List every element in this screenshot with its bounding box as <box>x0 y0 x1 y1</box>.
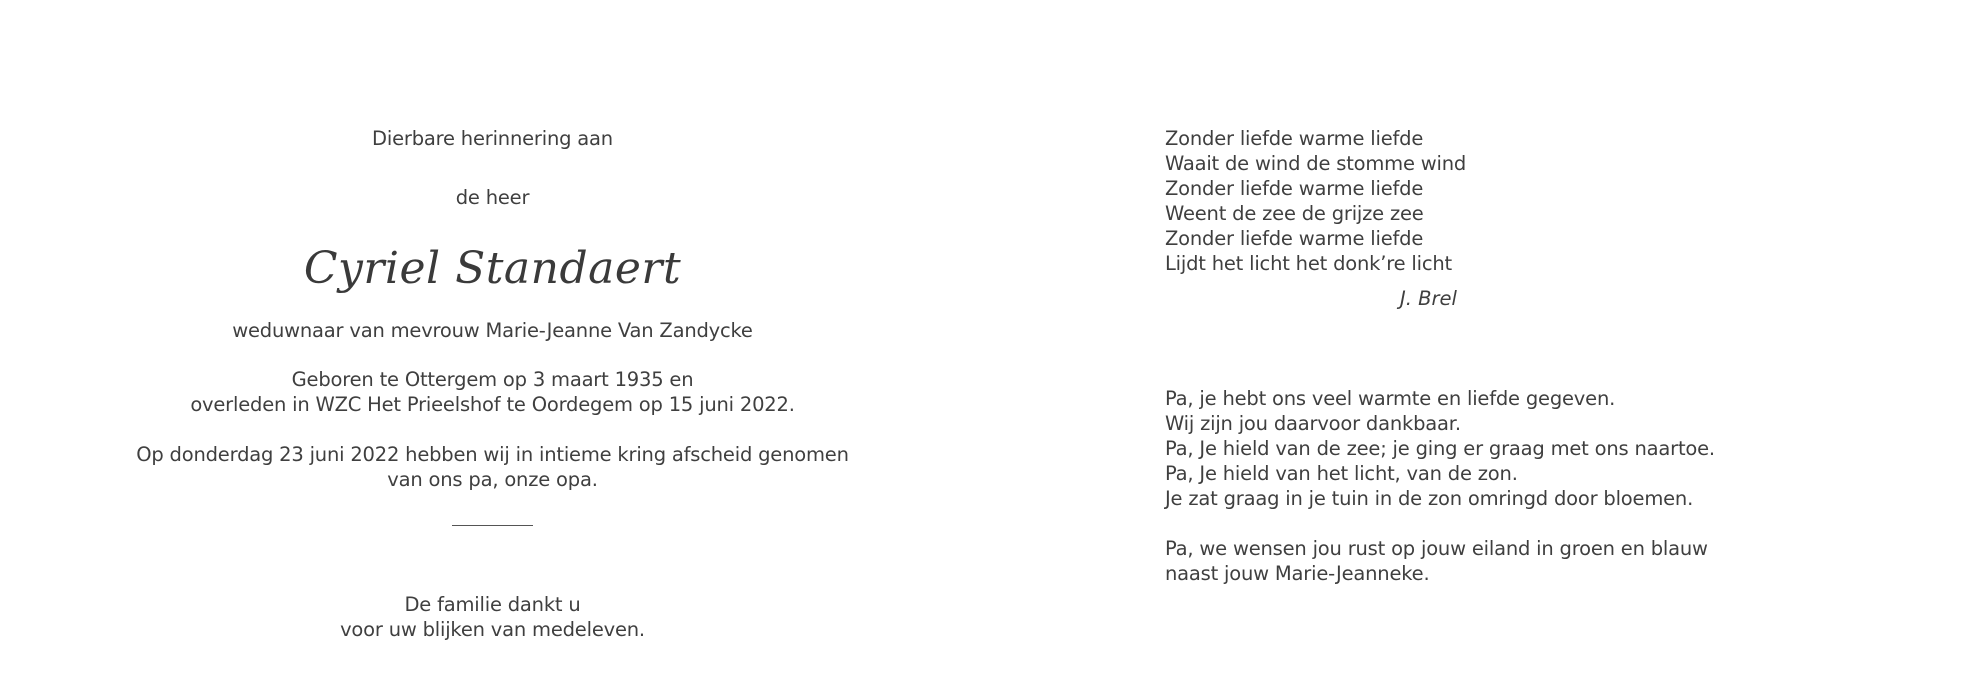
message-line: Je zat graag in je tuin in de zon omringd door bloemen. <box>1165 487 1694 510</box>
thanks-line-1: De familie dankt u <box>404 593 581 616</box>
poem-line: Zonder liefde warme liefde <box>1165 127 1424 150</box>
poem-author: J. Brel <box>1400 287 1457 310</box>
born-text: Geboren te Ottergem op 3 maart 1935 en <box>291 368 694 391</box>
poem-line: Lijdt het licht het donk’re licht <box>1165 252 1452 275</box>
deceased-name: Cyriel Standaert <box>303 243 682 294</box>
right-page <box>1165 0 1945 689</box>
poem-line: Zonder liefde warme liefde <box>1165 177 1424 200</box>
salutation-text: de heer <box>455 186 530 209</box>
closing-line: naast jouw Marie-Jeanneke. <box>1165 562 1430 585</box>
closing-line: Pa, we wensen jou rust op jouw eiland in groen en blauw <box>1165 537 1708 560</box>
poem-line: Zonder liefde warme liefde <box>1165 227 1424 250</box>
died-text: overleden in WZC Het Prieelshof te Oordegem op 15 juni 2022. <box>190 393 795 416</box>
thanks-line-2: voor uw blijken van medeleven. <box>340 618 645 641</box>
message-line: Pa, Je hield van het licht, van de zon. <box>1165 462 1518 485</box>
message-line: Pa, Je hield van de zee; je ging er graag met ons naartoe. <box>1165 437 1715 460</box>
poem-line: Weent de zee de grijze zee <box>1165 202 1424 225</box>
widower-text: weduwnaar van mevrouw Marie-Jeanne Van Zandycke <box>232 319 753 342</box>
poem-line: Waait de wind de stomme wind <box>1165 152 1467 175</box>
message-line: Wij zijn jou daarvoor dankbaar. <box>1165 412 1461 435</box>
divider-line <box>452 525 533 526</box>
intro-text: Dierbare herinnering aan <box>372 127 613 150</box>
farewell-line-1: Op donderdag 23 juni 2022 hebben wij in intieme kring afscheid genomen <box>136 443 849 466</box>
farewell-line-2: van ons pa, onze opa. <box>387 468 598 491</box>
message-line: Pa, je hebt ons veel warmte en liefde gegeven. <box>1165 387 1616 410</box>
